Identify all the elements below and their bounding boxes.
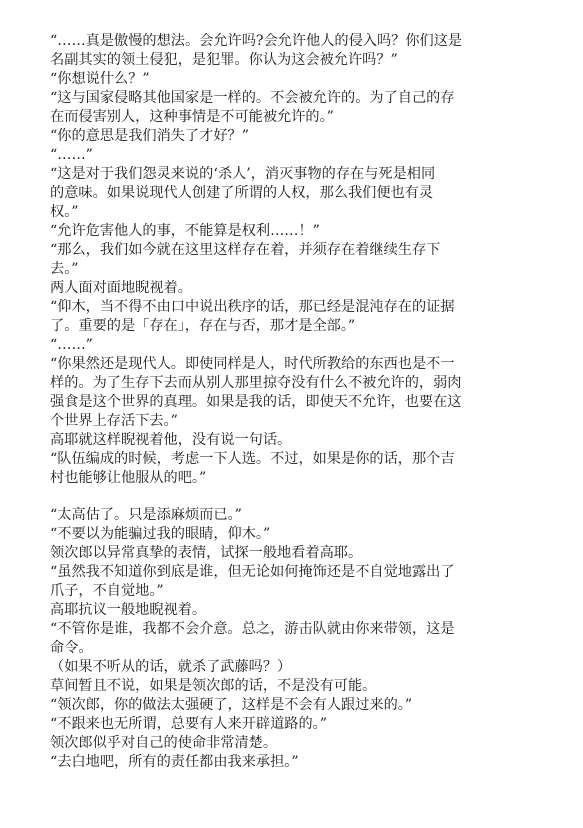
text-line: 高耶就这样睨视着他，没有说一句话。 — [50, 432, 292, 448]
text-line: 样的。为了生存下去而从别人那里掠夺没有什么不被允许的，弱肉 — [50, 375, 462, 391]
paragraph — [50, 525, 532, 544]
paragraph — [50, 70, 532, 89]
text-line: “虽然我不知道你到底是谁，但无论如何掩饰还是不自觉地露出了 — [50, 564, 455, 580]
text-line: “……真是傲慢的想法。会允许吗?会允许他人的侵入吗？你们这是 — [50, 33, 463, 49]
text-line: 草间暂且不说，如果是领次郎的话，不是没有可能。 — [50, 678, 377, 694]
paragraph — [50, 601, 532, 620]
text-line: “允许危害他人的事，不能算是权利……！” — [50, 223, 320, 239]
text-line: “仰木，当不得不由口中说出秩序的话，那已经是混沌存在的证据 — [50, 299, 455, 315]
paragraph — [50, 734, 532, 753]
paragraph — [50, 563, 532, 601]
paragraph — [50, 696, 532, 715]
paragraph — [50, 715, 532, 734]
paragraph — [50, 89, 532, 127]
text-line: 强食是这个世界的真理。如果是我的话，即使天不允许，也要在这 — [50, 394, 462, 410]
text-line: 权。” — [50, 204, 79, 220]
paragraph — [50, 431, 532, 450]
text-line: 村也能够让他服从的吧。” — [50, 470, 207, 486]
text-line: “……” — [50, 337, 93, 353]
text-line: 领次郎似乎对自己的使命非常清楚。 — [50, 735, 278, 751]
text-line: “这是对于我们怨灵来说的‘杀人’，消灭事物的存在与死是相同 — [50, 166, 436, 182]
text-line: “去白地吧，所有的责任都由我来承担。” — [50, 754, 299, 770]
text-line: “你的意思是我们消失了才好？” — [50, 128, 249, 144]
text-line: “那么，我们如今就在这里这样存在着，并须存在着继续生存下 — [50, 242, 441, 258]
text-line: “队伍编成的时候，考虑一下人选。不过，如果是你的话，那个吉 — [50, 451, 455, 467]
paragraph — [50, 279, 532, 298]
text-line: 去。” — [50, 261, 79, 277]
paragraph — [50, 355, 532, 431]
paragraph — [50, 677, 532, 696]
text-line: 名副其实的领土侵犯，是犯罪。你认为这会被允许吗？” — [50, 52, 398, 68]
paragraph — [50, 165, 532, 222]
text-line: 个世界上存活下去。” — [50, 413, 178, 429]
paragraph — [50, 222, 532, 241]
text-line: 领次郎以异常真挚的表情，试探一般地看着高耶。 — [50, 545, 363, 561]
document-page — [50, 32, 532, 772]
paragraph — [50, 658, 532, 677]
text-line: “你想说什么？” — [50, 71, 150, 87]
paragraph — [50, 298, 532, 336]
paragraph — [50, 620, 532, 658]
text-line: “你果然还是现代人。即使同样是人，时代所教给的东西也是不一 — [50, 356, 455, 372]
paragraph — [50, 32, 532, 70]
text-line: “领次郎，你的做法太强硬了，这样是不会有人跟过来的。” — [50, 697, 413, 713]
paragraph — [50, 544, 532, 563]
text-line: “……” — [50, 147, 93, 163]
paragraph — [50, 450, 532, 488]
text-line: “不要以为能骗过我的眼睛，仰木。” — [50, 526, 271, 542]
paragraph-spacer — [50, 488, 532, 506]
text-line: “这与国家侵略其他国家是一样的。不会被允许的。为了自己的存 — [50, 90, 455, 106]
text-line: 在而侵害别人，这种事情是不可能被允许的。” — [50, 109, 334, 125]
text-line: “不跟来也无所谓，总要有人来开辟道路的。” — [50, 716, 327, 732]
paragraph — [50, 753, 532, 772]
text-line: 了。重要的是「存在」，存在与否，那才是全部。” — [50, 318, 356, 334]
paragraph — [50, 146, 532, 165]
text-line: 的意味。如果说现代人创建了所谓的人权，那么我们便也有灵 — [50, 185, 434, 201]
text-line: “不管你是谁，我都不会介意。总之，游击队就由你来带领，这是 — [50, 621, 455, 637]
text-line: 爪子，不自觉地。” — [50, 583, 164, 599]
text-line: 命令。 — [50, 640, 93, 656]
paragraph — [50, 336, 532, 355]
paragraph — [50, 506, 532, 525]
text-line: 高耶抗议一般地睨视着。 — [50, 602, 207, 618]
paragraph — [50, 127, 532, 146]
text-line: “太高估了。只是添麻烦而已。” — [50, 507, 242, 523]
paragraph — [50, 241, 532, 279]
text-line: （如果不听从的话，就杀了武藤吗？） — [50, 659, 292, 675]
text-line: 两人面对面地睨视着。 — [50, 280, 192, 296]
